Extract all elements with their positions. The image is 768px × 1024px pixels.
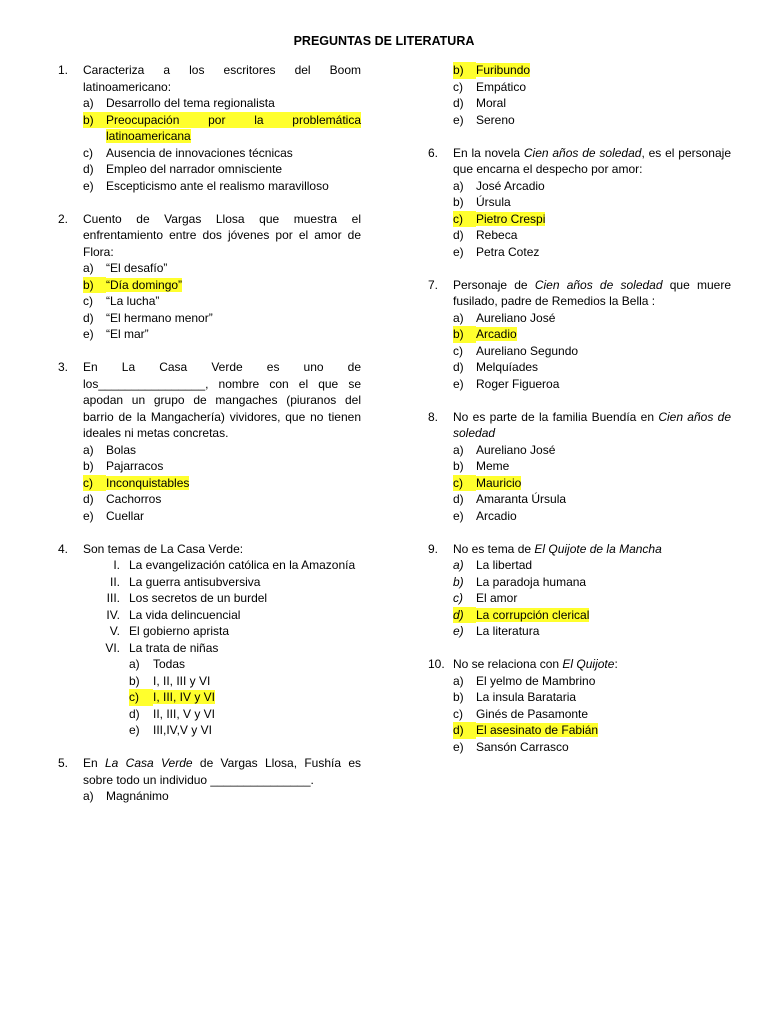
option-label: Desarrollo del tema regionalista	[106, 96, 275, 110]
option-text	[106, 442, 361, 459]
option-text	[476, 590, 731, 607]
option-text	[106, 475, 361, 492]
option-letter: c)	[83, 145, 93, 160]
question-number: 7.	[428, 277, 439, 292]
question-stem	[58, 211, 361, 261]
option-label: Empleo del narrador omnisciente	[106, 162, 283, 176]
option-text	[106, 508, 361, 525]
answer-option-highlighted	[428, 62, 731, 79]
answer-option-highlighted	[428, 722, 731, 739]
answer-option	[58, 788, 361, 805]
option-letter: b)	[453, 195, 464, 209]
roman-numeral: VI.	[105, 640, 120, 655]
question-stem	[58, 359, 361, 442]
option-letter: a)	[83, 261, 94, 275]
answer-option	[428, 590, 731, 607]
option-letter: c)	[83, 294, 93, 308]
option-text: Todas	[153, 657, 186, 671]
roman-numeral: IV.	[106, 607, 120, 622]
option-label: La paradoja humana	[476, 574, 587, 589]
question-text-segment: En la novela	[453, 145, 524, 160]
option-letter: c)	[453, 343, 463, 358]
answer-option	[428, 112, 731, 129]
option-letter: e)	[453, 624, 464, 638]
option-text	[476, 178, 731, 195]
roman-item	[58, 590, 361, 607]
question-text-segment: El Quijote de la Mancha	[534, 541, 662, 556]
option-label: Furibundo	[476, 63, 531, 77]
option-letter	[83, 277, 106, 294]
answer-option-highlighted	[428, 326, 731, 343]
question	[428, 62, 731, 128]
question-text-segment: En	[83, 756, 105, 770]
question	[58, 755, 361, 805]
question-stem	[58, 541, 361, 558]
option-text	[476, 442, 731, 459]
answer-option	[428, 508, 731, 525]
option-label: Arcadio	[476, 327, 517, 341]
option-label: Cachorros	[106, 492, 162, 506]
option-text: III,IV,V y VI	[153, 723, 212, 737]
roman-item	[58, 574, 361, 591]
option-text	[476, 326, 731, 343]
answer-option	[58, 508, 361, 525]
option-text	[476, 343, 731, 360]
option-label: Aureliano José	[476, 310, 556, 325]
option-label: Empático	[476, 79, 527, 94]
option-text	[476, 673, 731, 690]
question-number: 2.	[58, 211, 69, 226]
roman-numeral: V.	[109, 624, 120, 638]
answer-option	[428, 178, 731, 195]
option-label: La corrupción clerical	[476, 607, 590, 622]
answer-option	[428, 689, 731, 706]
question	[428, 277, 731, 393]
option-text	[476, 112, 731, 129]
question-text	[83, 755, 361, 788]
option-letter: c)	[453, 706, 463, 721]
option-text	[106, 145, 361, 162]
answer-option	[428, 673, 731, 690]
roman-numeral: III.	[106, 591, 120, 605]
roman-text: Los secretos de un burdel	[129, 591, 268, 605]
option-text	[476, 376, 731, 393]
option-label: Bolas	[106, 442, 137, 457]
option-letter: e)	[83, 327, 94, 341]
option-label: Ausencia de innovaciones técnicas	[106, 145, 293, 160]
answer-option	[58, 145, 361, 162]
option-text: I, III, IV y VI	[153, 690, 216, 704]
question-stem	[428, 409, 731, 442]
option-letter: b)	[453, 574, 464, 589]
option-letter: d)	[453, 228, 464, 242]
option-text	[106, 95, 361, 112]
question-text-segment: Cuento de Vargas Llosa que muestra el enfrentamiento entre dos jóvenes por el amor de Flora:	[83, 211, 361, 259]
answer-option	[58, 673, 361, 690]
answer-option	[58, 260, 361, 277]
option-letter: d)	[453, 360, 464, 374]
question	[428, 145, 731, 261]
option-text	[476, 491, 731, 508]
option-label: José Arcadio	[476, 178, 545, 193]
page-title: PREGUNTAS DE LITERATURA	[293, 34, 475, 48]
roman-numeral: I.	[113, 558, 120, 572]
option-label: Roger Figueroa	[476, 376, 560, 391]
question	[58, 211, 361, 343]
option-label: Arcadio	[476, 508, 517, 523]
option-label: Sansón Carrasco	[476, 739, 569, 754]
question-text	[453, 145, 731, 178]
option-label: Melquíades	[476, 360, 539, 374]
answer-option	[58, 491, 361, 508]
option-letter: a)	[83, 96, 94, 110]
option-text	[476, 706, 731, 723]
option-letter-highlight: b)	[453, 63, 464, 77]
question-text-segment: No se relaciona con	[453, 657, 563, 671]
answer-option-highlighted	[58, 128, 361, 145]
option-label: Rebeca	[476, 228, 518, 242]
option-letter: b)	[453, 690, 464, 704]
option-letter	[83, 112, 106, 129]
option-text	[476, 359, 731, 376]
option-letter: d)	[129, 706, 140, 721]
question-stem	[58, 62, 361, 95]
question-number: 4.	[58, 541, 69, 556]
answer-option	[428, 491, 731, 508]
question-text	[453, 409, 731, 442]
question-stem	[428, 656, 731, 673]
answer-option	[428, 95, 731, 112]
question-text	[83, 62, 361, 95]
option-text	[106, 293, 361, 310]
option-label: “Día domingo”	[106, 277, 183, 292]
option-text	[476, 508, 731, 525]
option-text	[106, 458, 361, 475]
question-text-segment: En La Casa Verde es uno de los________________, nombre con el que se apodan un grupo de mangaches (piuranos del barrio de la Mangachería) vividores, que no tienen ideales ni metas concretas.	[83, 360, 361, 440]
question-number: 6.	[428, 145, 439, 160]
answer-option	[58, 95, 361, 112]
option-label: Meme	[476, 459, 510, 473]
answer-option	[428, 557, 731, 574]
roman-text: El gobierno aprista	[129, 624, 230, 638]
option-label: Inconquistables	[106, 475, 190, 490]
option-label: El asesinato de Fabián	[476, 723, 599, 737]
question-text-segment: :	[614, 657, 618, 671]
option-letter: c)	[453, 591, 463, 605]
question-text	[83, 541, 361, 558]
option-text: II, III, V y VI	[153, 706, 216, 721]
answer-option	[58, 458, 361, 475]
answer-option	[428, 574, 731, 591]
option-letter: e)	[453, 376, 464, 391]
answer-option-highlighted	[428, 475, 731, 492]
answer-option	[428, 244, 731, 261]
option-label: Magnánimo	[106, 789, 169, 803]
roman-item	[58, 623, 361, 640]
answer-option-highlighted	[58, 475, 361, 492]
roman-item	[58, 557, 361, 574]
question-stem	[58, 755, 361, 788]
answer-option	[428, 310, 731, 327]
option-label: La insula Barataria	[476, 690, 577, 704]
option-text	[106, 128, 361, 145]
option-text	[476, 244, 731, 261]
option-label: Sereno	[476, 112, 515, 127]
option-label: El yelmo de Mambrino	[476, 673, 596, 688]
option-letter-highlight: b)	[453, 327, 464, 341]
option-letter: a)	[453, 178, 464, 193]
option-text	[106, 491, 361, 508]
question-text	[453, 277, 731, 310]
answer-option	[58, 293, 361, 310]
right-column	[428, 62, 731, 755]
option-text	[476, 62, 731, 79]
question	[58, 62, 361, 194]
option-letter	[453, 211, 476, 228]
option-letter: e)	[453, 508, 464, 523]
option-letter: e)	[453, 739, 464, 754]
option-letter-highlight: b)	[83, 112, 94, 127]
question-text-segment: Personaje de	[453, 277, 535, 292]
question-text-segment: Cien años de soledad	[523, 145, 642, 160]
option-letter: e)	[83, 508, 94, 523]
option-label: La libertad	[476, 558, 533, 572]
question	[428, 656, 731, 755]
option-text	[476, 574, 731, 591]
answer-option	[428, 343, 731, 360]
option-text	[476, 79, 731, 96]
question-number: 1.	[58, 63, 69, 77]
question	[428, 541, 731, 640]
option-label: Moral	[476, 96, 507, 110]
option-letter	[453, 607, 476, 624]
option-text	[476, 458, 731, 475]
answer-option	[58, 722, 361, 739]
option-text	[476, 211, 731, 228]
option-label: La literatura	[476, 624, 540, 638]
option-letter: d)	[453, 492, 464, 506]
option-text	[476, 607, 731, 624]
option-label: “El hermano menor”	[106, 310, 213, 325]
option-letter: b)	[129, 673, 140, 688]
question-number: 10.	[428, 657, 445, 671]
option-label: Preocupación por la problemática	[106, 112, 361, 127]
option-letter	[83, 475, 106, 492]
option-text	[476, 227, 731, 244]
answer-option	[58, 656, 361, 673]
answer-option	[58, 326, 361, 343]
answer-option	[428, 706, 731, 723]
option-letter: a)	[129, 657, 140, 671]
option-letter	[453, 326, 476, 343]
option-label: “El mar”	[106, 327, 149, 341]
answer-option	[58, 442, 361, 459]
question-stem	[428, 541, 731, 558]
option-text	[106, 326, 361, 343]
question	[58, 541, 361, 739]
option-letter: a)	[453, 310, 464, 325]
option-label: Amaranta Úrsula	[476, 492, 567, 506]
option-letter-highlight: b)	[83, 277, 94, 292]
option-letter	[129, 689, 153, 706]
answer-option	[58, 161, 361, 178]
answer-option	[428, 442, 731, 459]
option-text	[106, 161, 361, 178]
option-letter: e)	[453, 244, 464, 259]
question	[58, 359, 361, 524]
option-text	[106, 277, 361, 294]
option-letter-highlight: c)	[83, 475, 93, 490]
answer-option	[428, 623, 731, 640]
option-letter: e)	[129, 723, 140, 737]
answer-option-highlighted	[58, 689, 361, 706]
option-letter-highlight: d)	[453, 607, 464, 622]
answer-option-highlighted	[428, 211, 731, 228]
question-text-segment: Cien años de soledad	[453, 409, 731, 440]
answer-option	[428, 79, 731, 96]
answer-option-highlighted	[58, 112, 361, 129]
answer-option	[428, 376, 731, 393]
option-text: I, II, III y VI	[153, 673, 211, 688]
question-text-segment: Caracteriza a los escritores del Boom latinoamericano:	[83, 63, 361, 94]
option-letter-highlight: c)	[129, 690, 139, 704]
option-text	[106, 788, 361, 805]
option-label: Mauricio	[476, 475, 522, 490]
option-label: “La lucha”	[106, 294, 160, 308]
option-letter: e)	[83, 178, 94, 193]
roman-text: La trata de niñas	[129, 640, 219, 655]
question-text-segment: , es el personaje que encarna el despecho por amor:	[453, 145, 731, 176]
roman-text: La vida delincuencial	[129, 607, 241, 622]
question-text-segment: El Quijote	[562, 657, 615, 671]
option-label: El amor	[476, 591, 518, 605]
option-letter-highlight: d)	[453, 723, 464, 737]
question-text	[83, 211, 361, 261]
option-letter	[453, 62, 476, 79]
question-text-segment: No es tema de	[453, 541, 535, 556]
option-text	[83, 112, 361, 129]
answer-option	[428, 359, 731, 376]
option-letter: e)	[453, 112, 464, 127]
answer-option	[58, 706, 361, 723]
answer-option	[58, 178, 361, 195]
option-text	[106, 260, 361, 277]
answer-option	[428, 194, 731, 211]
option-label: latinoamericana	[106, 129, 191, 143]
question-number: 5.	[58, 756, 69, 770]
option-label: Petra Cotez	[476, 244, 540, 259]
question-text-segment: Son temas de La Casa Verde:	[83, 541, 244, 556]
option-letter: a)	[83, 442, 94, 457]
question-text	[453, 541, 731, 558]
option-letter: a)	[83, 789, 94, 803]
option-letter-highlight: c)	[453, 211, 463, 226]
roman-numeral: II.	[109, 574, 120, 589]
option-label: Aureliano José	[476, 442, 556, 457]
option-letter: a)	[453, 442, 464, 457]
question-stem	[428, 277, 731, 310]
option-letter: a)	[453, 558, 464, 572]
option-text	[476, 557, 731, 574]
option-text	[476, 310, 731, 327]
option-text	[106, 178, 361, 195]
answer-option	[58, 310, 361, 327]
question-text-segment: Cien años de soledad	[534, 277, 663, 292]
answer-option	[428, 458, 731, 475]
option-letter: d)	[83, 162, 94, 176]
roman-item	[58, 640, 361, 657]
question-number: 3.	[58, 360, 69, 374]
question	[428, 409, 731, 525]
option-letter: d)	[453, 96, 464, 110]
question-text	[453, 656, 731, 673]
option-text	[476, 475, 731, 492]
option-letter: b)	[83, 459, 94, 473]
option-text	[476, 722, 731, 739]
answer-option	[428, 227, 731, 244]
question-text	[83, 359, 361, 442]
question-text-segment: La Casa Verde	[105, 756, 193, 770]
question-text-segment: No es parte de la familia Buendía en	[453, 409, 659, 424]
option-letter	[453, 475, 476, 492]
question-stem	[428, 145, 731, 178]
option-label: Cuellar	[106, 508, 145, 523]
option-letter: d)	[83, 492, 94, 506]
left-column	[58, 62, 361, 805]
option-label: Pajarracos	[106, 459, 164, 473]
roman-item	[58, 607, 361, 624]
option-letter: a)	[453, 673, 464, 688]
option-label: Ginés de Pasamonte	[476, 706, 589, 721]
option-label: Pietro Crespi	[476, 211, 546, 226]
question-number: 8.	[428, 409, 439, 424]
roman-text: La guerra antisubversiva	[129, 574, 261, 589]
option-label: Escepticismo ante el realismo maravilloso	[106, 178, 329, 193]
roman-text: La evangelización católica en la Amazonía	[129, 558, 356, 572]
option-text	[476, 95, 731, 112]
option-letter: b)	[453, 459, 464, 473]
option-text	[106, 310, 361, 327]
option-letter: c)	[453, 79, 463, 94]
option-letter-highlight: c)	[453, 475, 463, 490]
question-text-segment: de Vargas Llosa, Fushía es sobre todo un individuo _______________.	[83, 756, 362, 787]
option-label: “El desafío”	[106, 261, 168, 275]
option-label: Úrsula	[476, 195, 511, 209]
answer-option	[428, 739, 731, 756]
option-label: Aureliano Segundo	[476, 343, 579, 358]
option-letter	[453, 722, 476, 739]
question-number: 9.	[428, 541, 439, 556]
answer-option-highlighted	[428, 607, 731, 624]
question-text-segment: que muere fusilado, padre de Remedios la Bella :	[453, 277, 731, 308]
option-text	[476, 739, 731, 756]
option-text	[476, 623, 731, 640]
option-text	[476, 194, 731, 211]
answer-option-highlighted	[58, 277, 361, 294]
option-letter: d)	[83, 310, 94, 325]
option-text	[476, 689, 731, 706]
